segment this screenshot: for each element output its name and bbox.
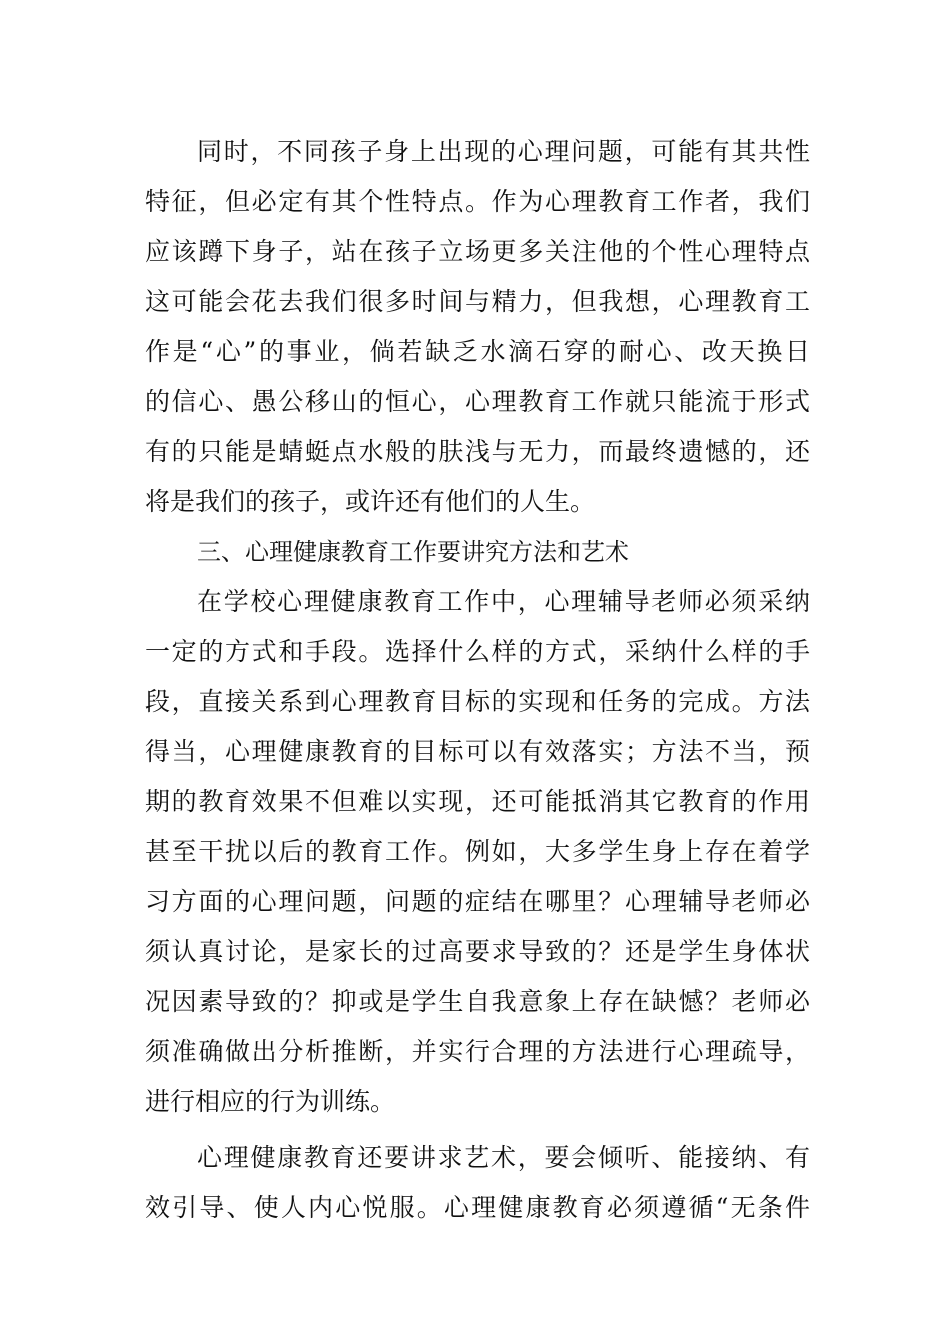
paragraph-2: [145, 577, 810, 1127]
paragraph-line: 况因素导致的？抑或是学生自我意象上存在缺憾？老师必: [145, 987, 810, 1016]
paragraph-line: 期的教育效果不但难以实现，还可能抵消其它教育的作用: [145, 787, 810, 816]
paragraph-line: 同时，不同孩子身上出现的心理问题，可能有其共性: [197, 137, 810, 166]
paragraph-line: 段，直接关系到心理教育目标的实现和任务的完成。方法: [145, 687, 810, 716]
paragraph-line: 在学校心理健康教育工作中，心理辅导老师必须采纳: [197, 587, 810, 616]
paragraph-line: 心理健康教育还要讲求艺术，要会倾听、能接纳、有: [197, 1143, 810, 1172]
paragraph-line: 进行相应的行为训练。: [145, 1087, 396, 1116]
paragraph-line: 这可能会花去我们很多时间与精力，但我想，心理教育工: [145, 287, 810, 316]
paragraph-line: 须认真讨论，是家长的过高要求导致的？还是学生身体状: [145, 937, 810, 966]
paragraph-line: 有的只能是蜻蜓点水般的肤浅与无力，而最终遗憾的，还: [145, 437, 810, 466]
paragraph-line: 得当，心理健康教育的目标可以有效落实；方法不当，预: [145, 737, 810, 766]
paragraph-line: 的信心、愚公移山的恒心，心理教育工作就只能流于形式: [145, 387, 810, 416]
document-body: [145, 127, 810, 1233]
paragraph-line: 须准确做出分析推断，并实行合理的方法进行心理疏导，: [145, 1037, 810, 1066]
paragraph-line: 作是“心”的事业，倘若缺乏水滴石穿的耐心、改天换日: [145, 337, 810, 366]
paragraph-line: 一定的方式和手段。选择什么样的方式，采纳什么样的手: [145, 637, 810, 666]
paragraph-line: 将是我们的孩子，或许还有他们的人生。: [145, 487, 596, 516]
section-heading: 三、心理健康教育工作要讲究方法和艺术: [197, 538, 629, 566]
paragraph-line: 特征，但必定有其个性特点。作为心理教育工作者，我们: [145, 187, 810, 216]
paragraph-3: [145, 1133, 810, 1233]
paragraph-line: 效引导、使人内心悦服。心理健康教育必须遵循“无条件: [145, 1193, 810, 1222]
paragraph-line: 习方面的心理问题，问题的症结在哪里？心理辅导老师必: [145, 887, 810, 916]
paragraph-line: 甚至干扰以后的教育工作。例如，大多学生身上存在着学: [145, 837, 810, 866]
paragraph-1: [145, 127, 810, 527]
paragraph-line: 应该蹲下身子，站在孩子立场更多关注他的个性心理特点: [145, 237, 810, 266]
